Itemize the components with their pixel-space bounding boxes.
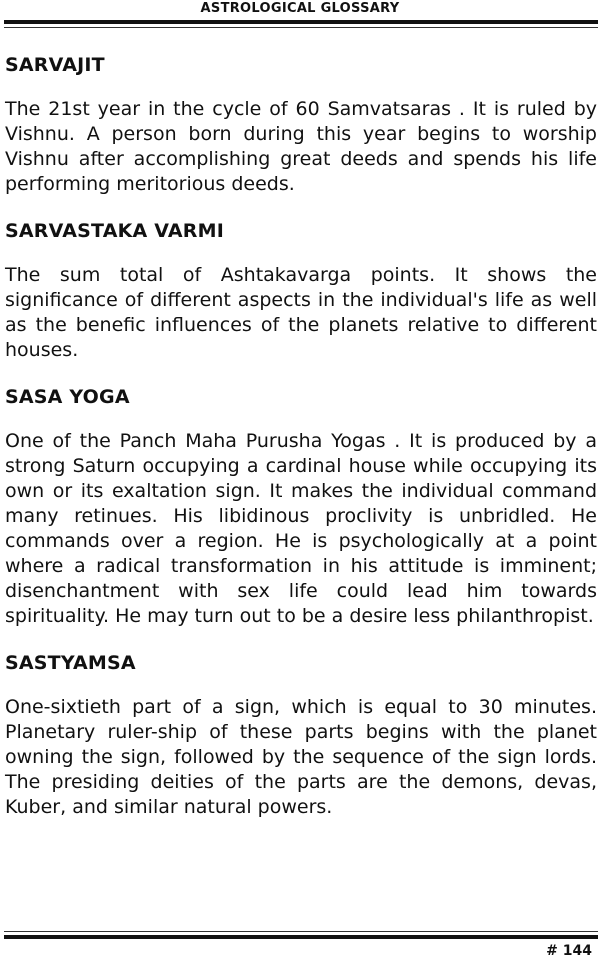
entry-term: SARVASTAKA VARMI <box>5 220 224 242</box>
glossary-entry-sasa-yoga <box>5 386 597 629</box>
glossary-entry-sarvajit <box>5 54 597 197</box>
header-rule-thin <box>4 27 598 28</box>
footer-rule-thin <box>4 931 598 932</box>
entry-definition: One-sixtieth part of a sign, which is equal to 30 minutes. Planetary ruler-ship of these parts begins with the planet owning the sign, followed by the sequence of the sign lords. The presiding deities of the parts are the demons, devas, Kuber, and similar natural powers. <box>5 696 597 818</box>
glossary-entry-sarvastaka-varmi <box>5 220 597 363</box>
header-rule-thick <box>4 20 598 24</box>
entry-term: SARVAJIT <box>5 54 105 76</box>
page-number: # 144 <box>546 943 592 959</box>
glossary-entry-sastyamsa <box>5 652 597 820</box>
entry-definition: The 21st year in the cycle of 60 Samvatsaras . It is ruled by Vishnu. A person born during this year begins to worship Vishnu after accomplishing great deeds and spends his life performing meritorious deeds. <box>5 98 597 195</box>
entry-term: SASA YOGA <box>5 386 130 408</box>
footer-rule-thick <box>4 935 598 939</box>
entry-term: SASTYAMSA <box>5 652 136 674</box>
entry-definition: The sum total of Ashtakavarga points. It shows the significance of different aspects in the individual's life as well as the benefic influences of the planets relative to different houses. <box>5 264 597 361</box>
running-head: ASTROLOGICAL GLOSSARY <box>200 1 400 16</box>
entry-definition: One of the Panch Maha Purusha Yogas . It is produced by a strong Saturn occupying a cardinal house while occupying its own or its exaltation sign. It makes the individual command many retinues. His libidinous proclivity is unbridled. He commands over a region. He is psychologically at a point where a radical transformation in his attitude is imminent; disenchantment with sex life could lead him towards spirituality. He may turn out to be a desire less philanthropist. <box>5 430 597 627</box>
glossary-content <box>5 54 597 843</box>
